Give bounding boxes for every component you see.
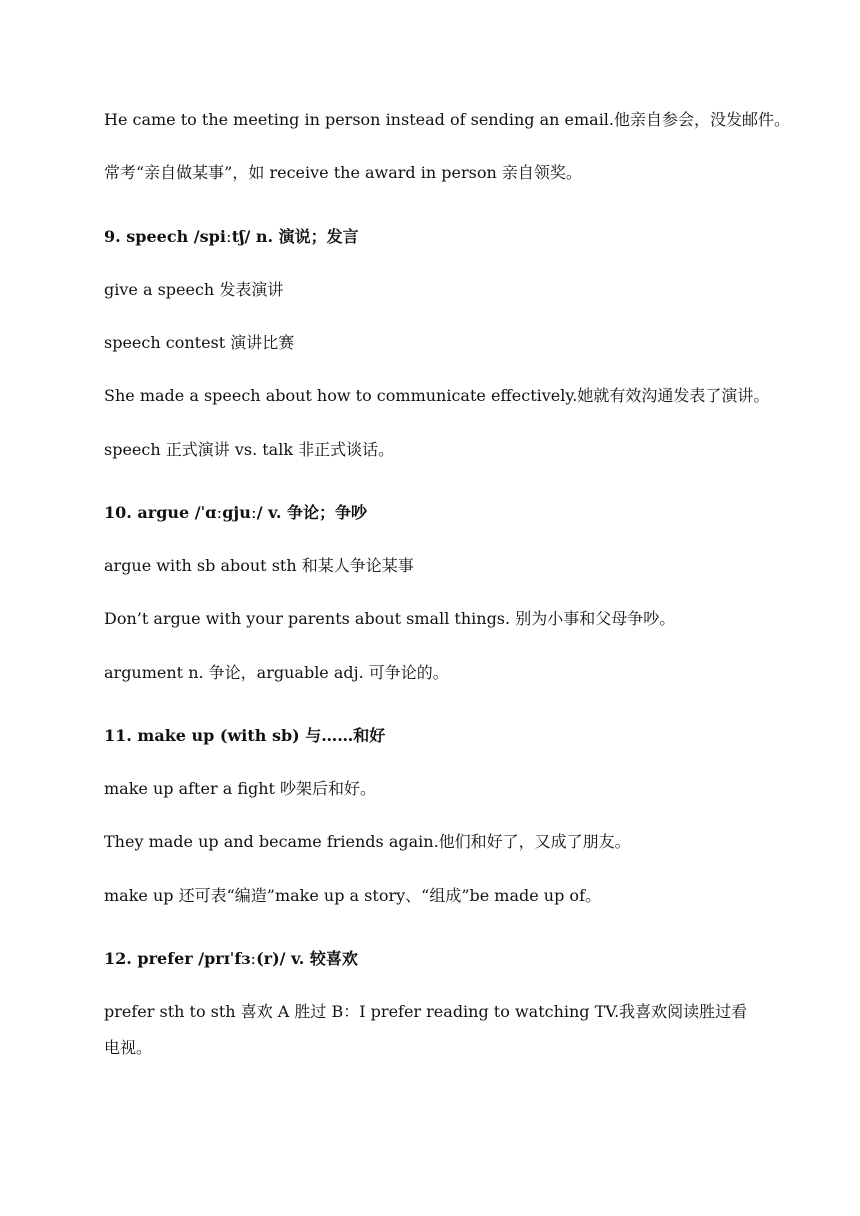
vocab-heading-speech: 9. speech /spiːtʃ/ n. 演说；发言 xyxy=(104,227,359,246)
example-sentence: They made up and became friends again.他们和好了，又成了朋友。 xyxy=(104,832,631,851)
usage-note: prefer sth to sth 喜欢 A 胜过 B：I prefer reading to watching TV.我喜欢阅读胜过看电视。 xyxy=(104,1002,748,1057)
phrase: give a speech 发表演讲 xyxy=(104,280,284,299)
usage-note: speech 正式演讲 vs. talk 非正式谈话。 xyxy=(104,440,395,459)
example-sentence: Don’t argue with your parents about small things. 别为小事和父母争吵。 xyxy=(104,609,676,628)
example-sentence: He came to the meeting in person instead of sending an email.他亲自参会，没发邮件。 xyxy=(104,110,791,129)
phrase: speech contest 演讲比赛 xyxy=(104,333,295,352)
phrase: argue with sb about sth 和某人争论某事 xyxy=(104,556,414,575)
usage-note: argument n. 争论，arguable adj. 可争论的。 xyxy=(104,663,449,682)
vocab-heading-argue: 10. argue /ˈɑːgjuː/ v. 争论；争吵 xyxy=(104,503,367,522)
vocab-heading-make-up: 11. make up (with sb) 与……和好 xyxy=(104,726,386,745)
usage-note: 常考“亲自做某事”，如 receive the award in person 亲自领奖。 xyxy=(104,163,582,182)
example-sentence: She made a speech about how to communicate effectively.她就有效沟通发表了演讲。 xyxy=(104,386,770,405)
document-page xyxy=(104,0,791,1216)
phrase: make up after a fight 吵架后和好。 xyxy=(104,779,377,798)
usage-note: make up 还可表“编造”make up a story、“组成”be made up of。 xyxy=(104,886,601,905)
vocab-heading-prefer: 12. prefer /prɪˈfɜː(r)/ v. 较喜欢 xyxy=(104,949,358,968)
